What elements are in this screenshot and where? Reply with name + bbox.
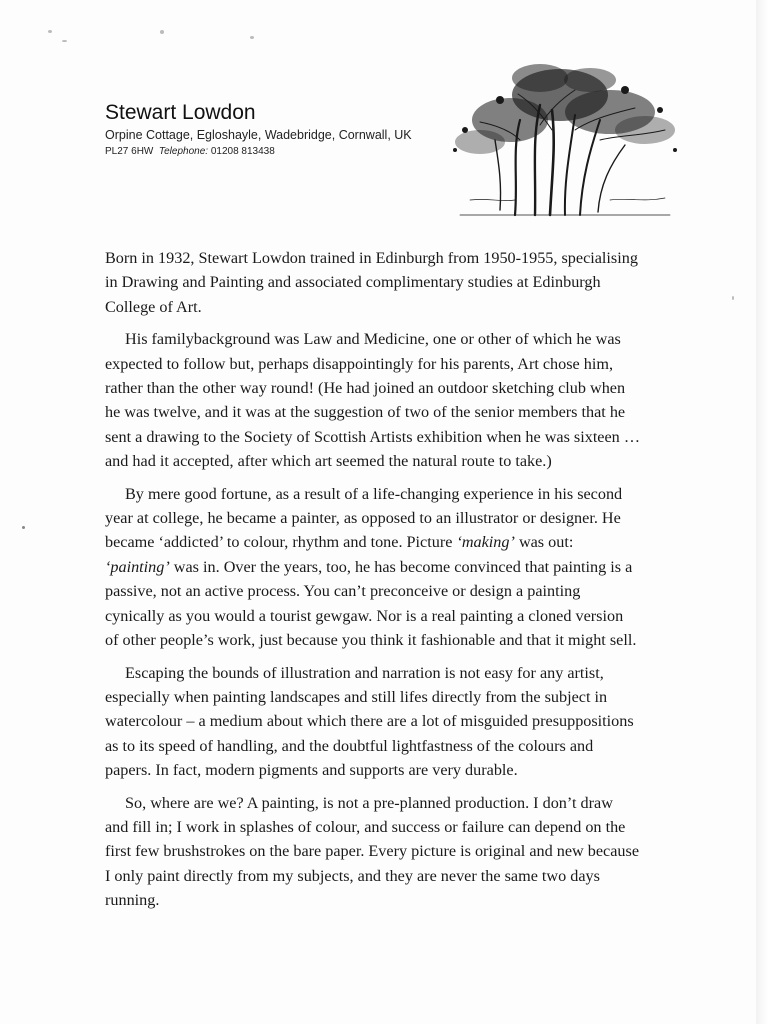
paragraph-3-part-b: was out: — [514, 533, 574, 552]
paragraph-1: Born in 1932, Stewart Lowdon trained in Edinburgh from 1950-1955, specialising in Drawing and Painting and associated complimentary studies at Edinburgh College of Art. — [105, 249, 638, 316]
postcode: PL27 6HW — [105, 146, 154, 157]
emphasis-painting: ‘painting’ — [105, 557, 170, 576]
tree-sketch-icon — [440, 50, 690, 220]
sender-name: Stewart Lowdon — [105, 101, 256, 124]
paragraph-5: So, where are we? A painting, is not a pre-planned production. I don’t draw and fill in; I work in splashes of colour, and success or failure can depend on the first few brushstrokes on the bare paper. Every picture is original and new because I only paint directly from my subjects, and they are never the same two days running. — [105, 793, 640, 910]
telephone-number: 01208 813438 — [210, 146, 275, 157]
telephone-label: Telephone: — [158, 146, 209, 157]
sender-address: Orpine Cottage, Egloshayle, Wadebridge, Cornwall, UK — [105, 128, 412, 142]
paragraph-3 — [105, 482, 640, 653]
letterhead — [105, 100, 412, 160]
paragraph-2: His familybackground was Law and Medicine, one or other of which he was expected to follow but, perhaps disappointingly for his parents, Art chose him, rather than the other way round! (He had joined an outdoor sketching club when he was twelve, and it was at the suggestion of two of the senior members that he sent a drawing to the Society of Scottish Artists exhibition when he was sixteen … and had it accepted, after which art seemed the natural route to take.) — [105, 330, 641, 471]
paragraph-3-part-a: By mere good fortune, as a result of a life-changing experience in his second year at college, he became a painter, as opposed to an illustrator or designer. He became ‘addicted’ to colour, rhythm and tone. Picture — [105, 484, 623, 552]
emphasis-making: ‘making’ — [456, 533, 515, 552]
page-edge — [756, 0, 768, 1024]
paragraph-4: Escaping the bounds of illustration and narration is not easy for any artist, especially when painting landscapes and still lifes directly from the subject in watercolour – a medium about which there are a lot of misguided presuppositions as to its speed of handling, and the doubtful lightfastness of the colours and papers. In fact, modern pigments and supports are very durable. — [105, 663, 634, 780]
postcode-telephone-line — [105, 144, 412, 160]
paragraph-3-part-c: was in. Over the years, too, he has become convinced that painting is a passive, not an active process. You can’t preconceive or design a painting cynically as you would a tourist gewgaw. Nor is a real painting a cloned version of other people’s work, just because you think it fashionable and that it might sell. — [105, 557, 637, 650]
letter-body — [105, 246, 640, 921]
